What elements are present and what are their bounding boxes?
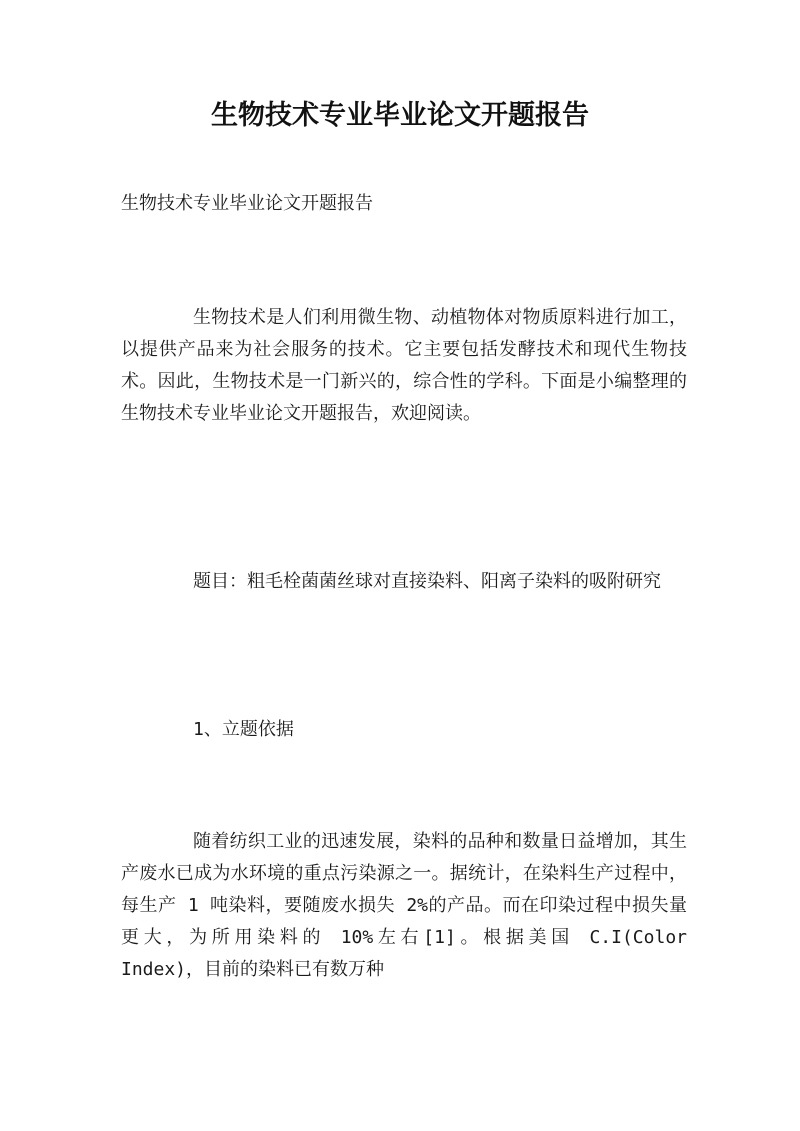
- body-paragraph: 随着纺织工业的迅速发展，染料的品种和数量日益增加，其生产废水已成为水环境的重点污染源之一。据统计，在染料生产过程中，每生产 1 吨染料，要随废水损失 2%的产品。而在印染过程中损失量更大，为所用染料的 10%左右[1]。根据美国 C.I(Color Index)，目前的染料已有数万种: [121, 831, 687, 980]
- intro-paragraph: 生物技术是人们利用微生物、动植物体对物质原料进行加工，以提供产品来为社会服务的技术。它主要包括发酵技术和现代生物技术。因此，生物技术是一门新兴的，综合性的学科。下面是小编整理的生物技术专业毕业论文开题报告，欢迎阅读。: [121, 307, 687, 424]
- document-title: 生物技术专业毕业论文开题报告: [211, 100, 589, 131]
- topic-line: 题目：粗毛栓菌菌丝球对直接染料、阳离子染料的吸附研究: [193, 571, 661, 592]
- section-heading: 1、立题依据: [193, 719, 294, 740]
- document-subtitle: 生物技术专业毕业论文开题报告: [121, 193, 373, 214]
